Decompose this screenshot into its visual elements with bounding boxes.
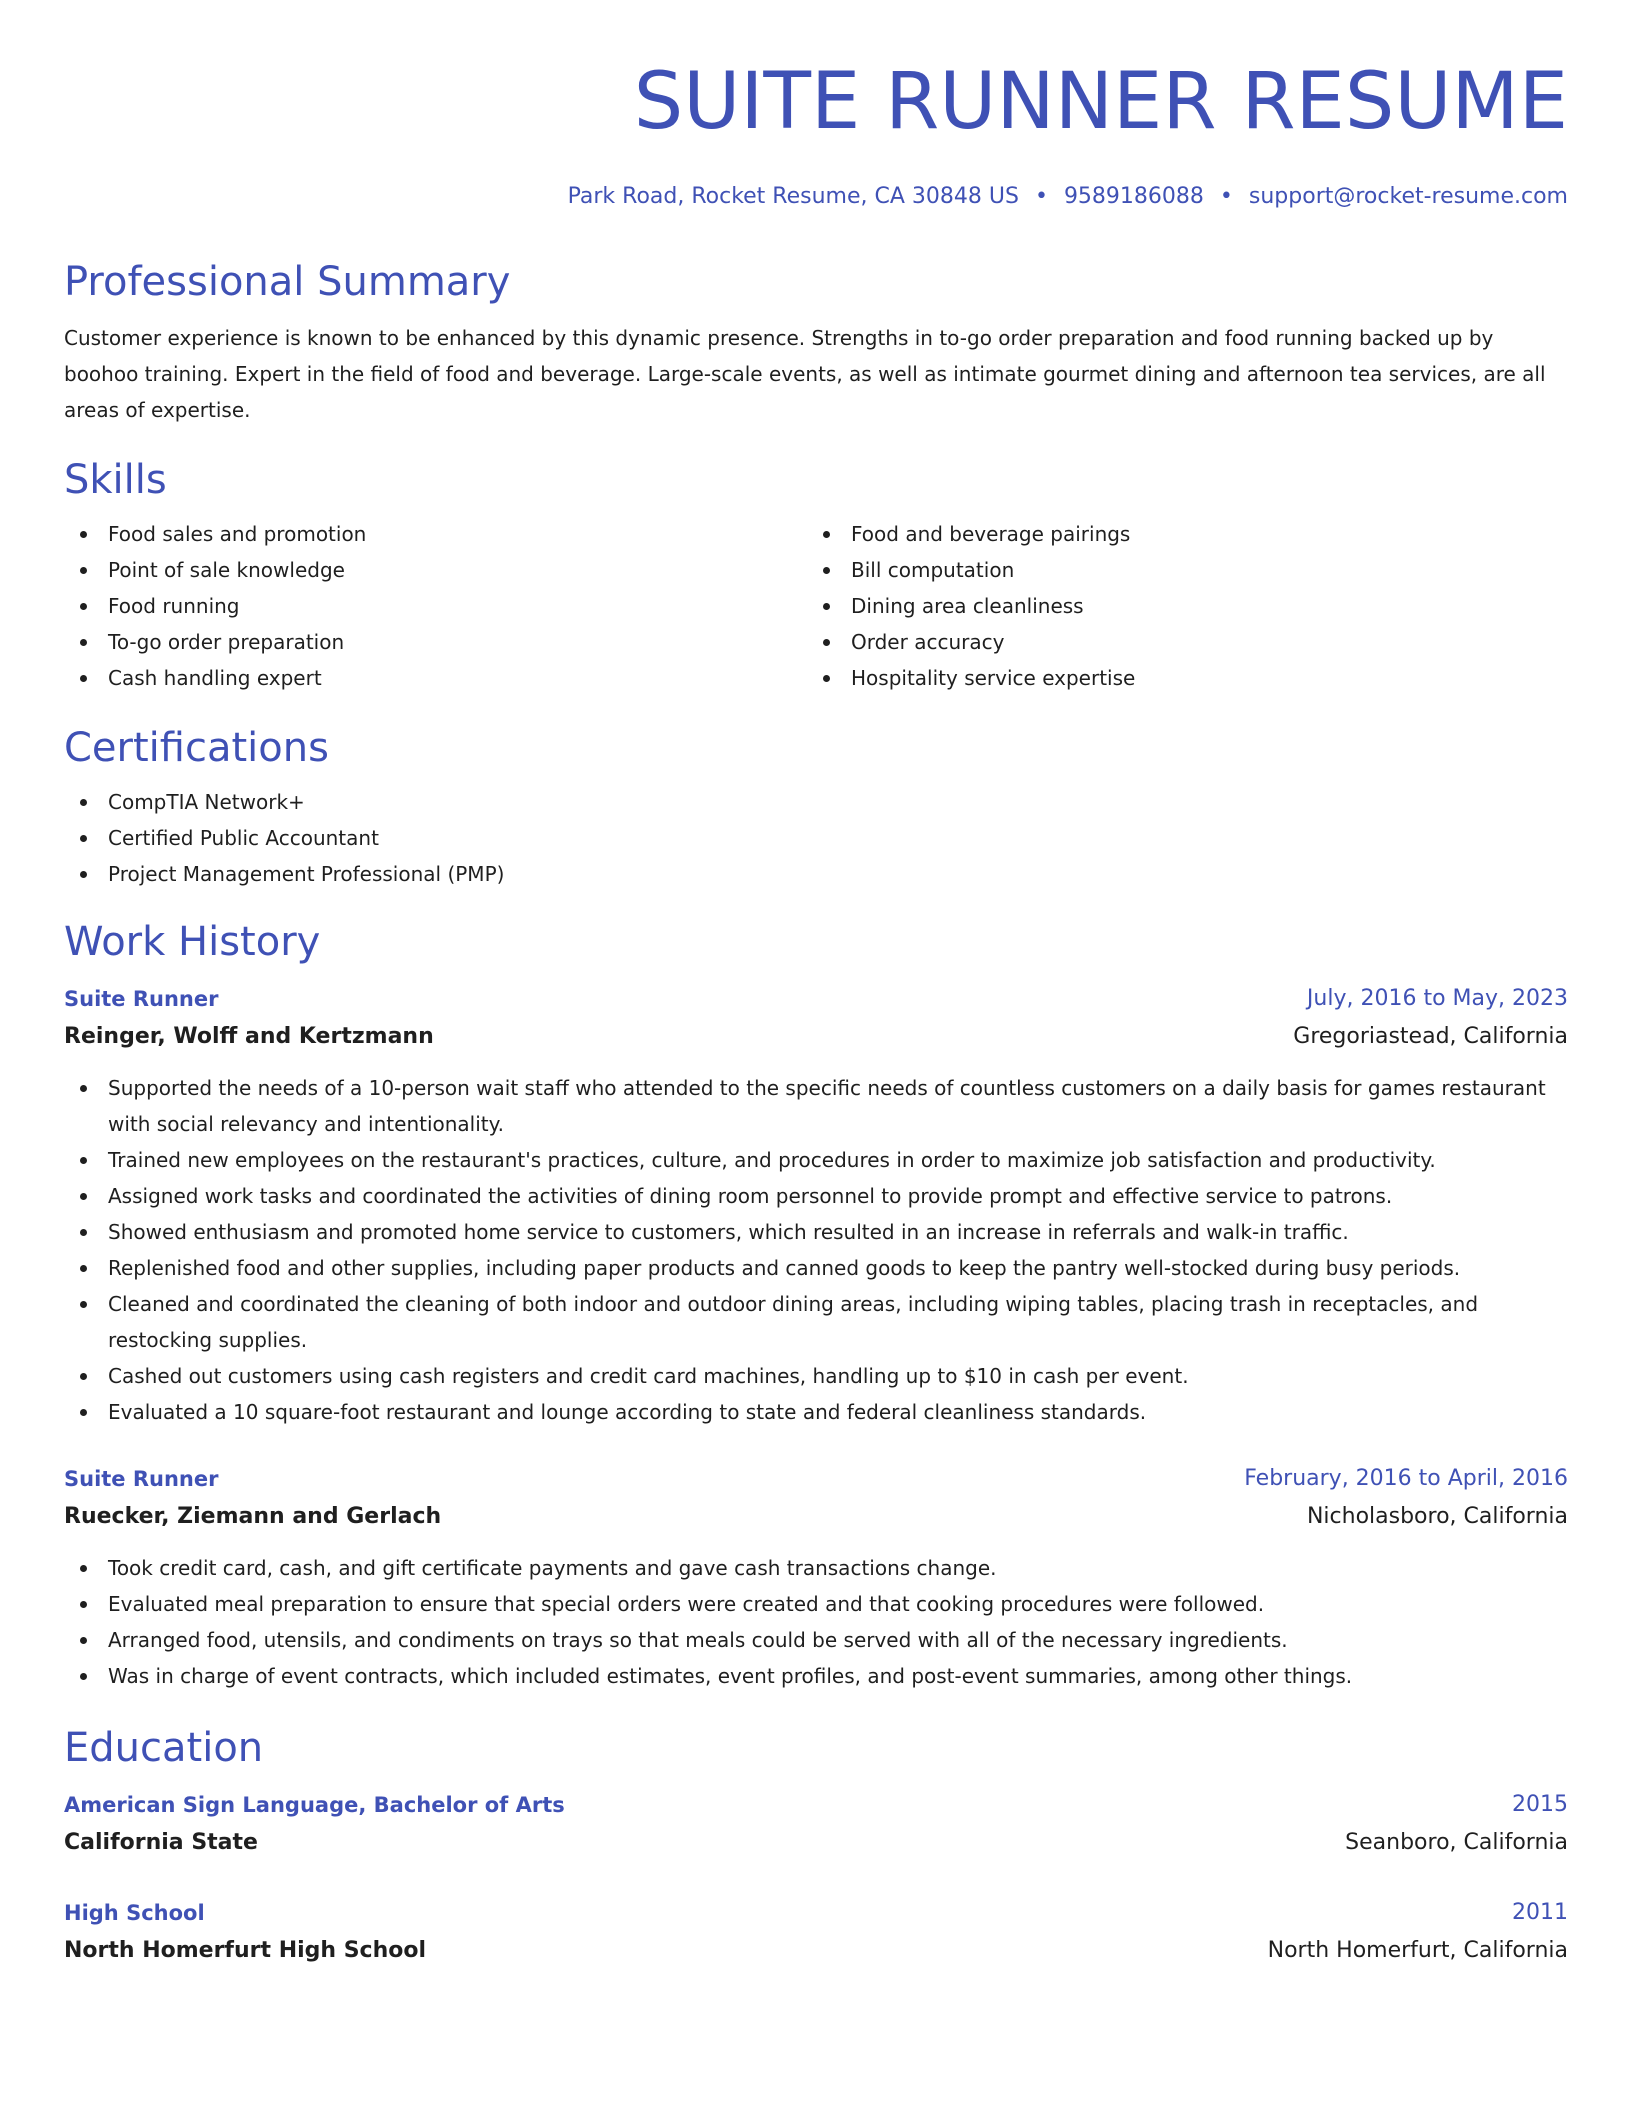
school-location: North Homerfurt, California — [1267, 1938, 1568, 1963]
job-title: Suite Runner — [64, 987, 219, 1011]
certifications-list — [64, 784, 1568, 892]
education-entry — [64, 1894, 1568, 1970]
job-duty: Was in charge of event contracts, which included estimates, event profiles, and post-event summaries, among other things. — [64, 1658, 1568, 1694]
job-duty: Assigned work tasks and coordinated the activities of dining room personnel to provide prompt and effective service to patrons. — [64, 1178, 1568, 1214]
job-header-row — [64, 980, 1568, 1018]
summary-heading: Professional Summary — [64, 259, 511, 305]
skill-item: To-go order preparation — [64, 624, 807, 660]
graduation-year: 2011 — [1512, 1900, 1568, 1925]
job-duty: Replenished food and other supplies, including paper products and canned goods to keep the pantry well-stocked during busy periods. — [64, 1250, 1568, 1286]
job-duty: Trained new employees on the restaurant's practices, culture, and procedures in order to maximize job satisfaction and productivity. — [64, 1142, 1568, 1178]
education-header-row — [64, 1786, 1568, 1824]
job-duty: Evaluated meal preparation to ensure that special orders were created and that cooking procedures were followed. — [64, 1586, 1568, 1622]
school-name: North Homerfurt High School — [64, 1938, 427, 1963]
skills-grid — [64, 516, 1568, 696]
skill-item: Food and beverage pairings — [807, 516, 1550, 552]
degree: High School — [64, 1901, 205, 1925]
skill-item: Hospitality service expertise — [807, 660, 1550, 696]
skill-item: Point of sale knowledge — [64, 552, 807, 588]
education-school-row — [64, 1932, 1568, 1970]
email-link[interactable]: support@rocket-resume.com — [1248, 184, 1568, 209]
job-dates: February, 2016 to April, 2016 — [1244, 1466, 1568, 1491]
job-duty: Supported the needs of a 10-person wait staff who attended to the specific needs of countless customers on a daily basis for games restaurant with social relevancy and intentionality. — [64, 1070, 1568, 1142]
certifications-heading: Certifications — [64, 725, 329, 771]
skills-column-left — [64, 516, 807, 696]
job-company: Ruecker, Ziemann and Gerlach — [64, 1504, 442, 1529]
skill-item: Dining area cleanliness — [807, 588, 1550, 624]
skill-item: Food running — [64, 588, 807, 624]
skill-item: Order accuracy — [807, 624, 1550, 660]
school-name: California State — [64, 1830, 258, 1855]
job-location: Gregoriastead, California — [1293, 1024, 1568, 1049]
school-location: Seanboro, California — [1345, 1830, 1568, 1855]
contact-line — [64, 182, 1568, 212]
job-duty: Evaluated a 10 square-foot restaurant and lounge according to state and federal cleanliness standards. — [64, 1394, 1568, 1430]
job-duty: Arranged food, utensils, and condiments on trays so that meals could be served with all of the necessary ingredients. — [64, 1622, 1568, 1658]
separator-dot: • — [1219, 184, 1233, 209]
education-entry — [64, 1786, 1568, 1862]
skills-column-right — [807, 516, 1550, 696]
phone: 9589186088 — [1063, 184, 1204, 209]
job-duty: Cashed out customers using cash registers and credit card machines, handling up to $10 in cash per event. — [64, 1358, 1568, 1394]
skills-heading: Skills — [64, 457, 167, 503]
certification-item: Project Management Professional (PMP) — [64, 856, 1568, 892]
skill-item: Bill computation — [807, 552, 1550, 588]
education-heading: Education — [64, 1725, 264, 1771]
job-company: Reinger, Wolff and Kertzmann — [64, 1024, 434, 1049]
resume-title: SUITE RUNNER RESUME — [633, 57, 1568, 147]
certification-item: CompTIA Network+ — [64, 784, 1568, 820]
job-duty: Took credit card, cash, and gift certificate payments and gave cash transactions change. — [64, 1550, 1568, 1586]
skill-item: Cash handling expert — [64, 660, 807, 696]
job-title: Suite Runner — [64, 1467, 219, 1491]
education-school-row — [64, 1824, 1568, 1862]
address: Park Road, Rocket Resume, CA 30848 US — [567, 184, 1019, 209]
job-duty: Showed enthusiasm and promoted home service to customers, which resulted in an increase in referrals and walk-in traffic. — [64, 1214, 1568, 1250]
job-location: Nicholasboro, California — [1306, 1504, 1568, 1529]
job-entry — [64, 980, 1568, 1430]
job-company-row — [64, 1018, 1568, 1056]
job-company-row — [64, 1498, 1568, 1536]
separator-dot: • — [1034, 184, 1048, 209]
job-entry — [64, 1460, 1568, 1694]
job-duty: Cleaned and coordinated the cleaning of both indoor and outdoor dining areas, including wiping tables, placing trash in receptacles, and restocking supplies. — [64, 1286, 1568, 1358]
degree: American Sign Language, Bachelor of Arts — [64, 1793, 565, 1817]
graduation-year: 2015 — [1512, 1792, 1568, 1817]
resume-page — [64, 0, 1568, 1970]
job-duties-list — [64, 1550, 1568, 1694]
work-history-heading: Work History — [64, 919, 321, 965]
summary-text: Customer experience is known to be enhanced by this dynamic presence. Strengths in to-go order preparation and food running backed up by boohoo training. Expert in the field of food and beverage. Large-scale events, as well as intimate gourmet dining and afternoon tea services, are all areas of expertise. — [64, 326, 1546, 422]
job-header-row — [64, 1460, 1568, 1498]
education-header-row — [64, 1894, 1568, 1932]
job-duties-list — [64, 1070, 1568, 1430]
certification-item: Certified Public Accountant — [64, 820, 1568, 856]
skill-item: Food sales and promotion — [64, 516, 807, 552]
job-dates: July, 2016 to May, 2023 — [1306, 986, 1568, 1011]
